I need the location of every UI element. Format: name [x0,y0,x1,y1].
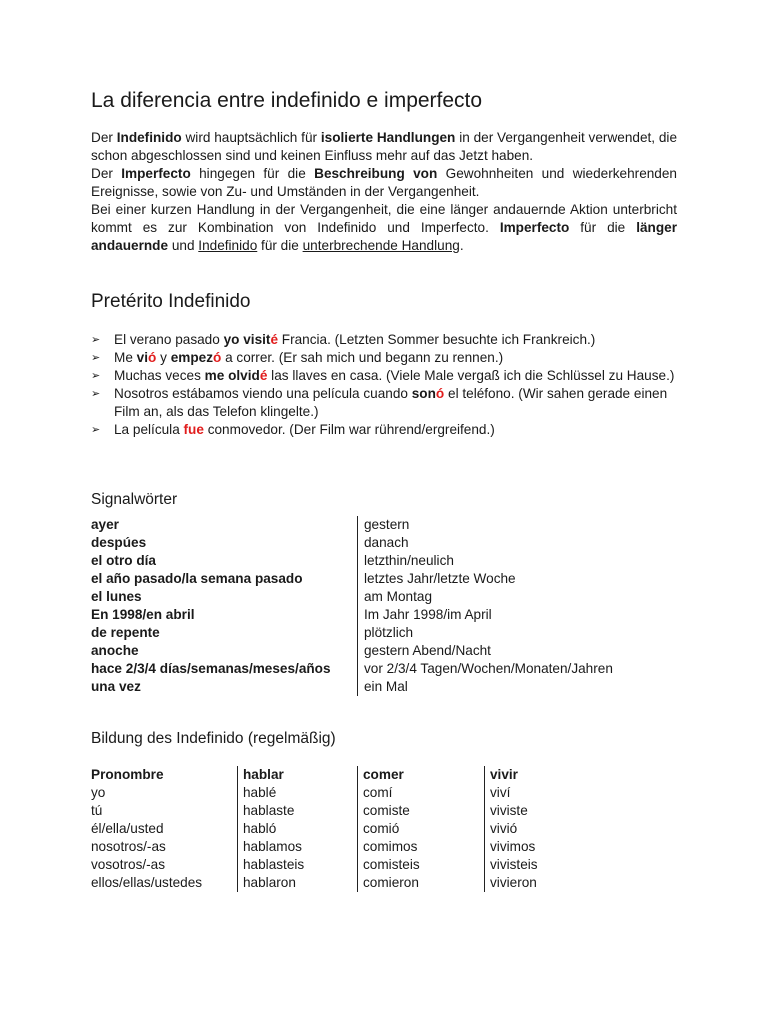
table-row: él/ella/usted habló comió vivió [91,820,610,838]
table-row: tú hablaste comiste viviste [91,802,610,820]
intro-paragraph-combination: Bei einer kurzen Handlung in der Vergangenheit, die eine länger andauernde Aktion unterbricht kommt es zur Kombination von Indefinido und Imperfecto. Imperfecto für die länger andauernde und Indefinido für die unterbrechende Handlung. [91,202,677,253]
arrow-bullet-icon: ➢ [91,334,101,346]
table-row: el lunes am Montag [91,588,613,606]
section-title-bildung: Bildung des Indefinido (regelmäßig) [91,730,336,747]
table-row: vosotros/-as hablasteis comisteis vivisteis [91,856,610,874]
conjugation-table [91,766,610,892]
table-row: yo hablé comí viví [91,784,610,802]
arrow-bullet-icon: ➢ [91,370,101,382]
intro-paragraph-imperfecto: Der Imperfecto hingegen für die Beschreibung von Gewohnheiten und wiederkehrenden Ereignisse, sowie von Zu- und Umständen in der Vergangenheit. [91,166,677,199]
section-title-preterito-indefinido: Pretérito Indefinido [91,291,251,312]
table-row: una vez ein Mal [91,678,613,696]
table-row: ayer gestern [91,516,613,534]
arrow-bullet-icon: ➢ [91,352,101,364]
arrow-bullet-icon: ➢ [91,424,101,436]
arrow-bullet-icon: ➢ [91,388,101,400]
intro-text [91,129,677,255]
example-list [91,331,677,439]
page-title: La diferencia entre indefinido e imperfecto [91,89,483,112]
table-row: ellos/ellas/ustedes hablaron comieron vivieron [91,874,610,892]
table-row: nosotros/-as hablamos comimos vivimos [91,838,610,856]
table-row: En 1998/en abril Im Jahr 1998/im April [91,606,613,624]
table-row: el otro día letzthin/neulich [91,552,613,570]
list-item: ➢ Me vió y empezó a correr. (Er sah mich und begann zu rennen.) [91,350,504,365]
list-item: ➢ Muchas veces me olvidé las llaves en casa. (Viele Male vergaß ich die Schlüssel zu Hause.) [91,368,675,383]
signal-words-table [91,516,613,696]
table-row: hace 2/3/4 días/semanas/meses/años vor 2/3/4 Tagen/Wochen/Monaten/Jahren [91,661,613,676]
table-header-row: Pronombre hablar comer vivir [91,766,610,784]
list-item: ➢ Nosotros estábamos viendo una película cuando sonó el teléfono. (Wir sahen gerade einen Film an, als das Telefon klingelte.) [91,386,668,419]
table-row: el año pasado/la semana pasado letztes Jahr/letzte Woche [91,570,613,588]
table-row: de repente plötzlich [91,624,613,642]
list-item: ➢ La película fue conmovedor. (Der Film war rührend/ergreifend.) [91,422,495,437]
table-row: despúes danach [91,534,613,552]
section-title-signalwoerter: Signalwörter [91,491,178,508]
list-item: ➢ El verano pasado yo visité Francia. (Letzten Sommer besuchte ich Frankreich.) [91,332,596,347]
intro-paragraph-indefinido: Der Indefinido wird hauptsächlich für isolierte Handlungen in der Vergangenheit verwendet, die schon abgeschlossen sind und keinen Einfluss mehr auf das Jetzt haben. [91,130,678,163]
table-row: anoche gestern Abend/Nacht [91,642,613,660]
